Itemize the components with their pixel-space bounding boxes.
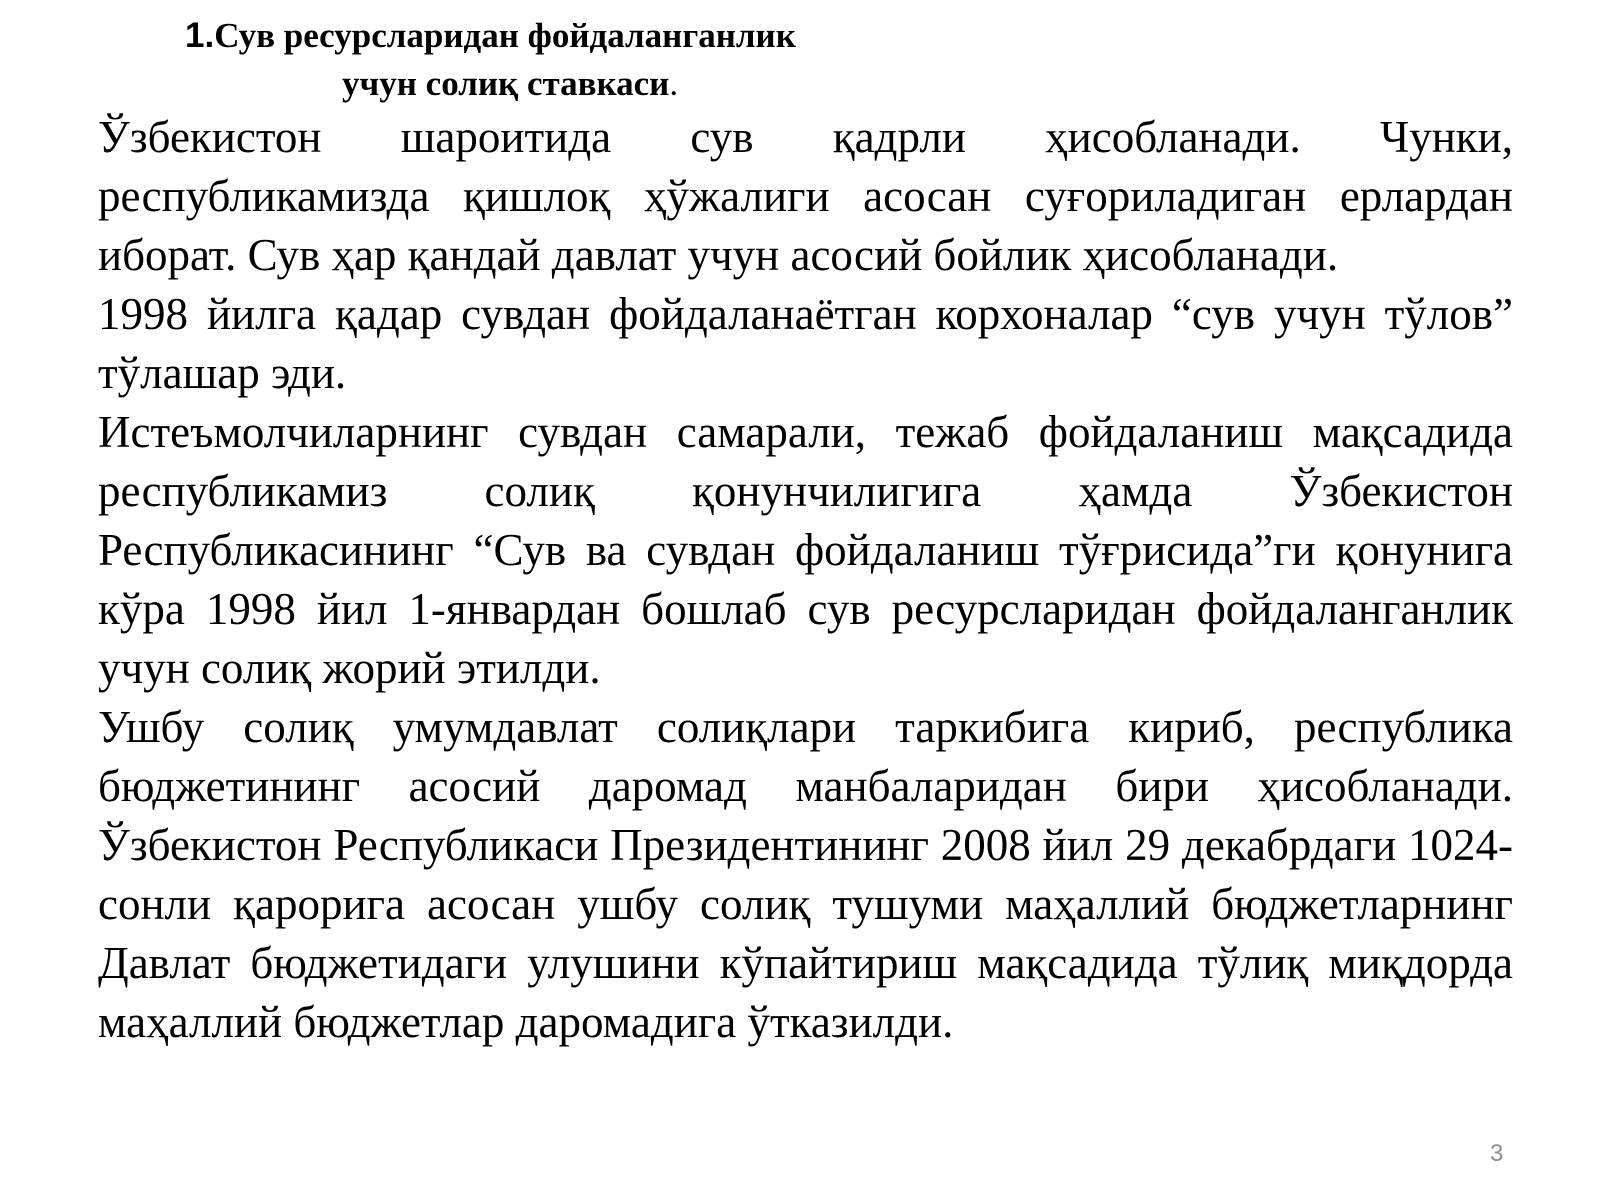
paragraph-budget-allocation: Ушбу солиқ умумдавлат солиқлари таркибига кириб, республика бюджетининг асосий даромад манбаларидан бири ҳисобланади. Ўзбекистон Республикаси Президентининг 2008 йил 29 декабрдаги 1024-сонли қарорига асосан ушбу солиқ тушуми маҳаллий бюджетларнинг Давлат бюджетидаги улушини кўпайтириш мақсадида тўлиқ миқдорда маҳаллий бюджетлар даромадига ўтказилди. bbox=[98, 702, 1513, 1047]
title-line-1 bbox=[185, 12, 796, 60]
paragraph-before-1998: 1998 йилга қадар сувдан фойдаланаётган корхоналар “сув учун тўлов” тўлашар эди. bbox=[98, 289, 1513, 398]
slide-number: 3 bbox=[1490, 1140, 1504, 1167]
paragraph-water-value: Ўзбекистон шароитида сув қадрли ҳисобланади. Чунки, республикамизда қишлоқ ҳўжалиги асосан суғориладиган ерлардан иборат. Сув ҳар қандай давлат учун асосий бойлик ҳисобланади. bbox=[98, 112, 1513, 280]
title-trailing-dot: . bbox=[669, 64, 679, 103]
title-text-line-1: Сув ресурсларидан фойдаланганлик bbox=[214, 16, 796, 55]
title-number: 1. bbox=[185, 16, 215, 55]
title-line-2 bbox=[342, 60, 678, 108]
title-text-line-2: учун солиқ ставкаси bbox=[342, 64, 670, 103]
slide-body bbox=[98, 108, 1513, 1052]
paragraph-tax-introduction: Истеъмолчиларнинг сувдан самарали, тежаб фойдаланиш мақсадида республикамиз солиқ қонунчилигига ҳамда Ўзбекистон Республикасининг “Сув ва сувдан фойдаланиш тўғрисида”ги қонунига кўра 1998 йил 1-январдан бошлаб сув ресурсларидан фойдаланганлик учун солиқ жорий этилди. bbox=[98, 407, 1513, 693]
